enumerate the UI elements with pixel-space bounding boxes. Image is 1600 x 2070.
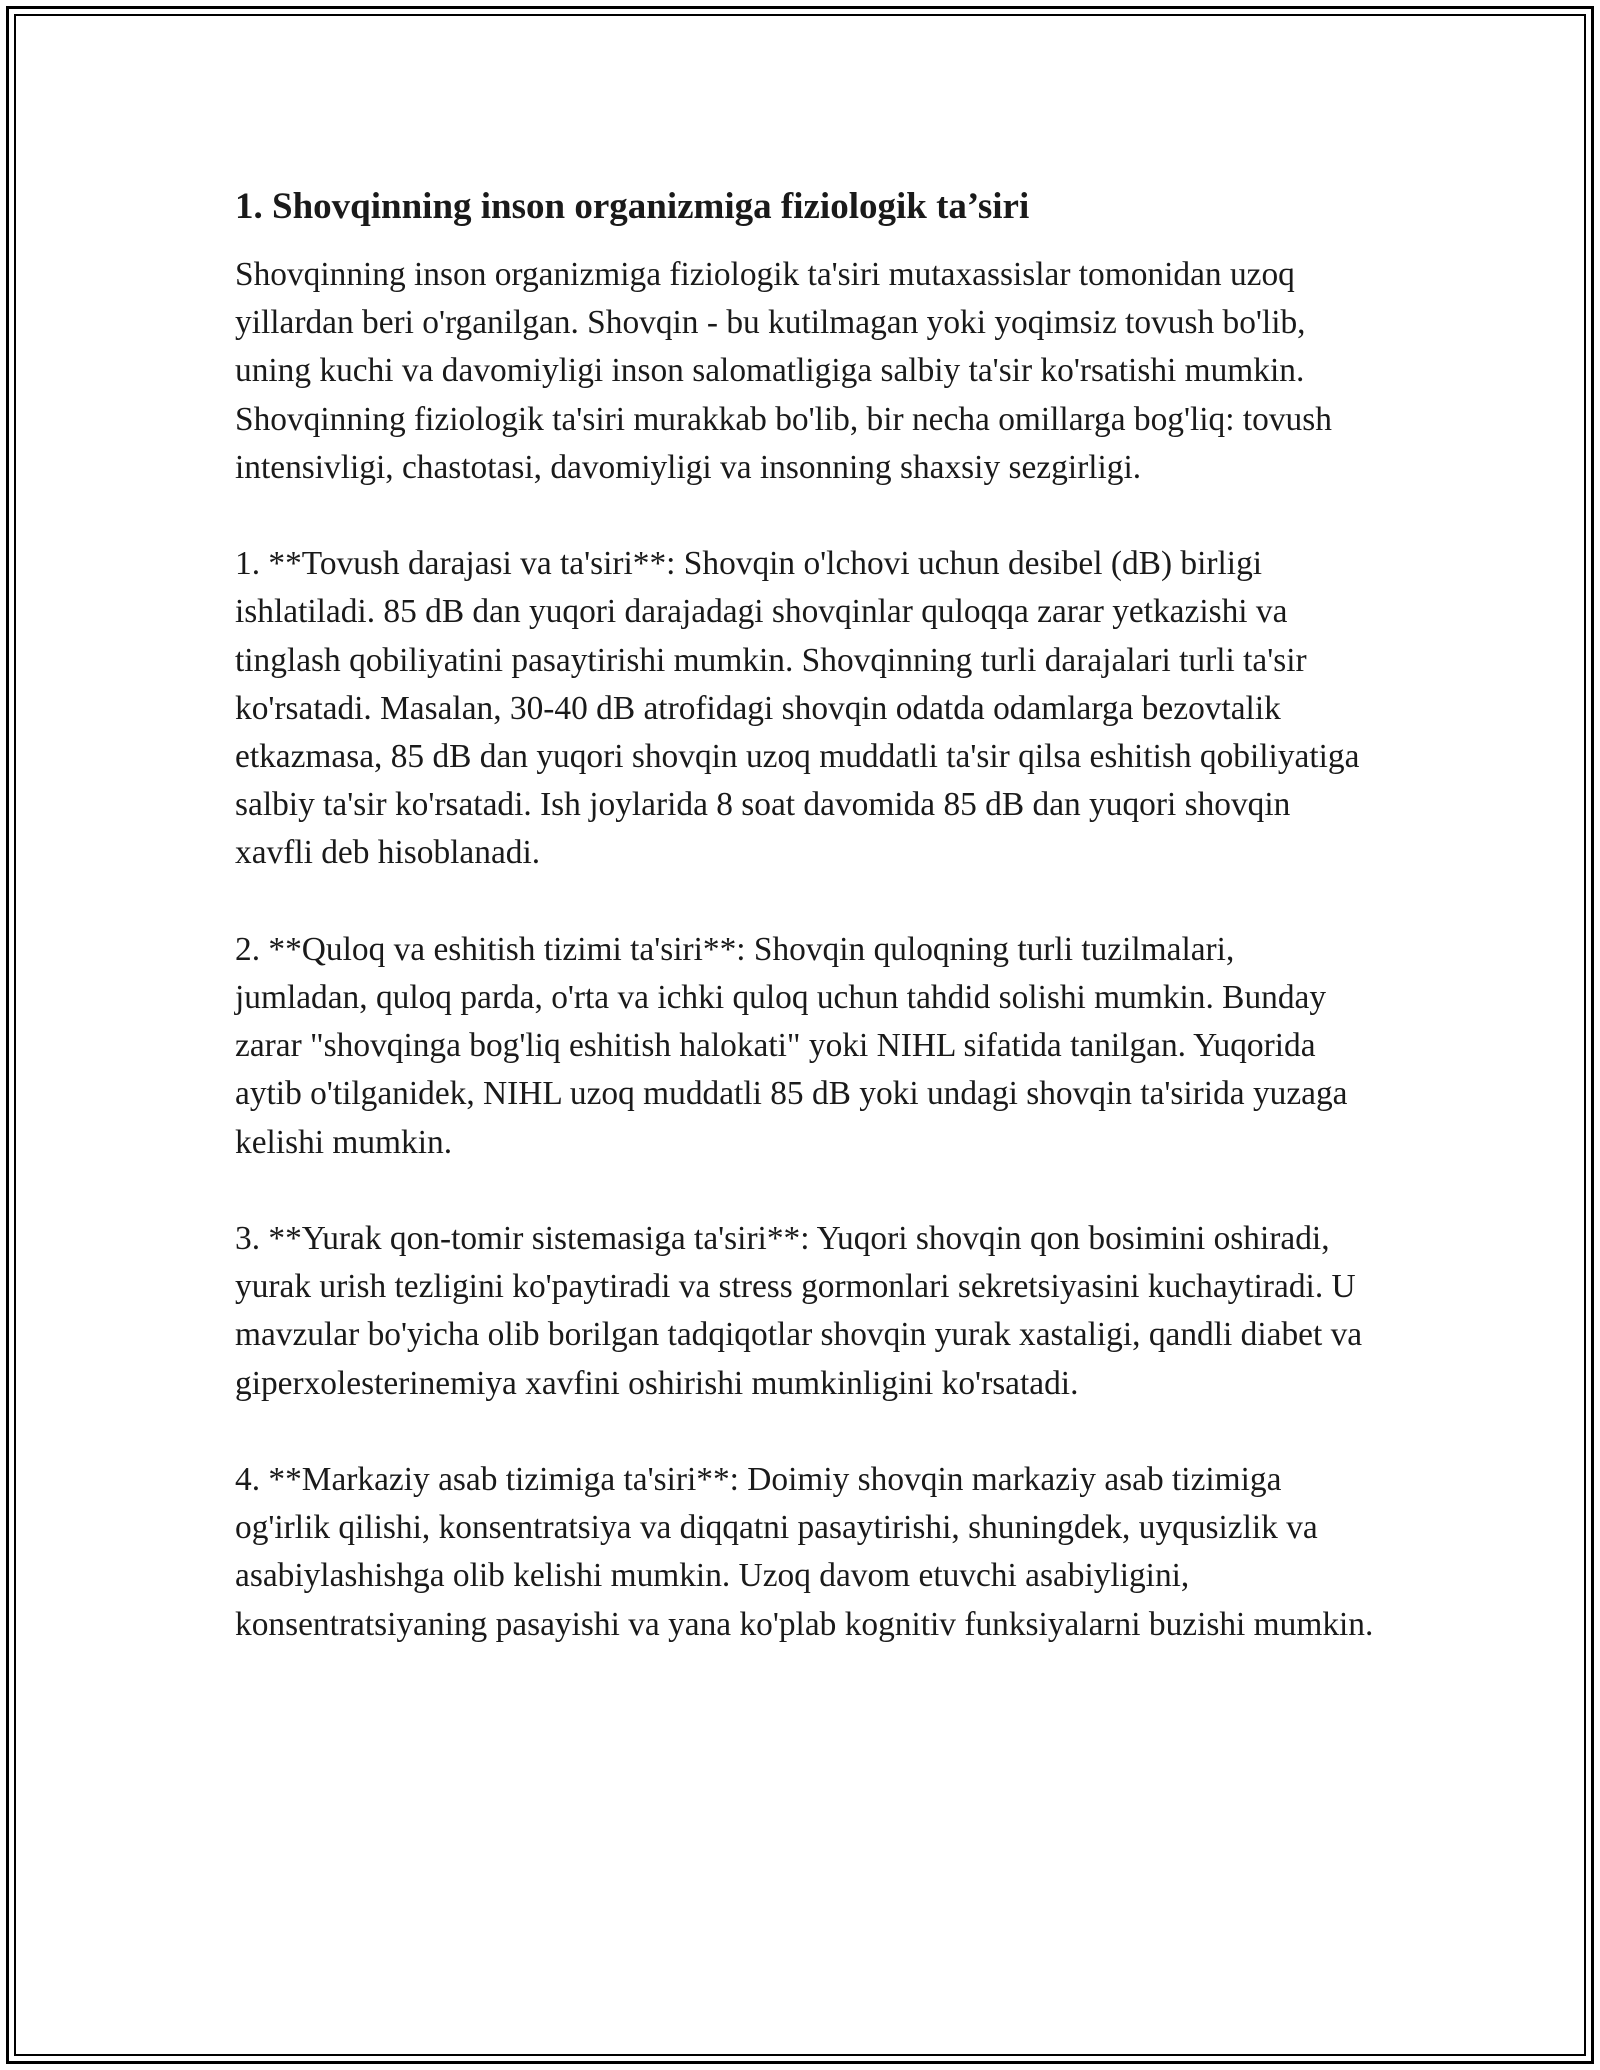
paragraph-cardiovascular: 3. **Yurak qon-tomir sistemasiga ta'siri**: Yuqori shovqin qon bosimini oshiradi, yurak urish tezligini ko'paytiradi va stress gormonlari sekretsiyasini kuchaytiradi. U mavzular bo'yicha olib borilgan tadqiqotlar shovqin yurak xastaligi, qandli diabet va giperxolesterinemiya xavfini oshirishi mumkinligini ko'rsatadi. — [235, 1220, 1363, 1402]
intro-paragraph: Shovqinning inson organizmiga fiziologik ta'siri mutaxassislar tomonidan uzoq yillardan beri o'rganilgan. Shovqin - bu kutilmagan yoki yoqimsiz tovush bo'lib, uning kuchi va davomiyligi inson salomatligiga salbiy ta'sir ko'rsatishi mumkin. Shovqinning fiziologik ta'siri murakkab bo'lib, bir necha omillarga bog'liq: tovush intensivligi, chastotasi, davomiyligi va insonning shaxsiy sezgirligi. — [235, 256, 1332, 486]
section-title: 1. Shovqinning inson organizmiga fiziologik ta’siri — [235, 186, 1030, 227]
paragraph-sound-level: 1. **Tovush darajasi va ta'siri**: Shovqin o'lchovi uchun desibel (dB) birligi ishlatiladi. 85 dB dan yuqori darajadagi shovqinlar quloqqa zarar yetkazishi va tinglash qobiliyatini pasaytirishi mumkin. Shovqinning turli darajalari turli ta'sir ko'rsatadi. Masalan, 30-40 dB atrofidagi shovqin odatda odamlarga bezovtalik etkazmasa, 85 dB dan yuqori shovqin uzoq muddatli ta'sir qilsa eshitish qobiliyatiga salbiy ta'sir ko'rsatadi. Ish joylarida 8 soat davomida 85 dB dan yuqori shovqin xavfli deb hisoblanadi. — [235, 545, 1360, 872]
paragraph-nervous-system: 4. **Markaziy asab tizimiga ta'siri**: Doimiy shovqin markaziy asab tizimiga og'irlik qilishi, konsentratsiya va diqqatni pasaytirishi, shuningdek, uyqusizlik va asabiylashishga olib kelishi mumkin. Uzoq davom etuvchi asabiyligini, konsentratsiyaning pasayishi va yana ko'plab kognitiv funksiyalarni buzishi mumkin. — [235, 1461, 1374, 1643]
document-body — [235, 183, 1375, 1697]
paragraph-ear-hearing: 2. **Quloq va eshitish tizimi ta'siri**: Shovqin quloqning turli tuzilmalari, jumladan, quloq parda, o'rta va ichki quloq uchun tahdid solishi mumkin. Bunday zarar "shovqinga bog'liq eshitish halokati" yoki NIHL sifatida tanilgan. Yuqorida aytib o'tilganidek, NIHL uzoq muddatli 85 dB yoki undagi shovqin ta'sirida yuzaga kelishi mumkin. — [235, 930, 1348, 1161]
